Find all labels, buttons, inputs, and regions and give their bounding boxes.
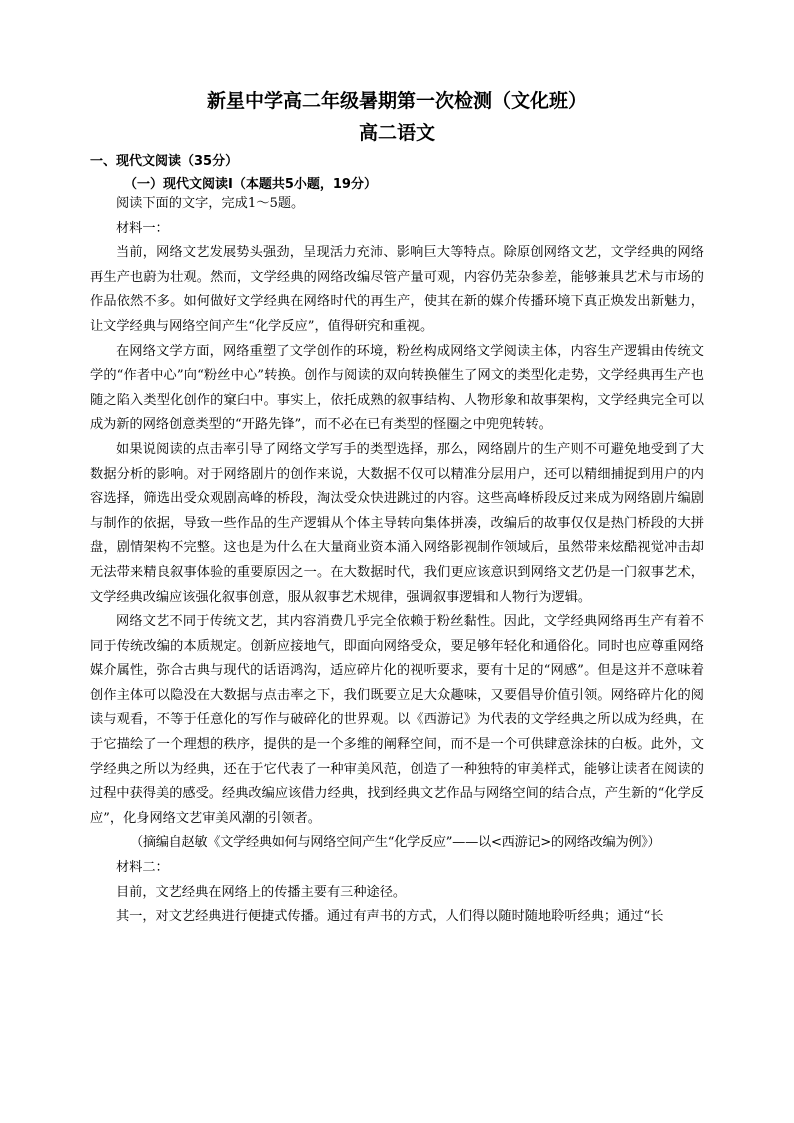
paragraph: 如果说阅读的点击率引导了网络文学写手的类型选择，那么，网络剧片的生产则不可避免地受到了大数据分析的影响。对于网络剧片的创作来说，大数据不仅可以精准分层用户，还可以精细捕捉到用户的内容选择，筛选出受众观剧高峰的桥段，淘汰受众快进跳过的内容。这些高峰桥段反过来成为网络剧片编剧与制作的依据，导致一些作品的生产逻辑从个体主导转向集体拼凑，改编后的故事仅仅是热门桥段的大拼盘，剧情架构不完整。这也是为什么在大量商业资本涌入网络影视制作领域后，虽然带来炫酷视觉冲击却无法带来精良叙事体验的重要原因之一。在大数据时代，我们更应该意识到网络文艺仍是一门叙事艺术，文学经典改编应该强化叙事创意，服从叙事艺术规律，强调叙事逻辑和人物行为逻辑。 [90,441,704,605]
paragraph: 目前，文艺经典在网络上的传播主要有三种途径。 [116,884,407,900]
section-heading: 一、现代文阅读（35分） [90,154,239,169]
paragraph-instruction: 阅读下面的文字，完成1～5题。 [116,196,305,211]
paragraph: 当前，网络文艺发展势头强劲，呈现活力充沛、影响巨大等特点。除原创网络文艺，文学经典的网络再生产也蔚为壮观。然而，文学经典的网络改编尽管产量可观，内容仍芜杂参差，能够兼具艺术与市场的作品依然不多。如何做好文学经典在网络时代的再生产，使其在新的媒介传播环境下真正焕发出新魅力，让文学经典与网络空间产生“化学反应”，值得研究和重视。 [90,245,704,334]
subsection-heading: （一）现代文阅读Ⅰ（本题共5小题，19分） [124,177,377,192]
document-body [90,192,704,930]
paragraph: 其一，对文艺经典进行便捷式传播。通过有声书的方式，人们得以随时随地聆听经典；通过“长 [116,909,664,925]
paragraph-material-label: 材料一： [116,220,169,236]
paragraph: 在网络文学方面，网络重塑了文学创作的环境，粉丝构成网络文学阅读主体，内容生产逻辑由传统文学的“作者中心”向“粉丝中心”转换。创作与阅读的双向转换催生了网文的类型化走势，文学经典再生产也随之陷入类型化创作的窠臼中。事实上，依托成熟的叙事结构、人物形象和故事架构，文学经典完全可以成为新的网络创意类型的“开路先锋”，而不必在已有类型的怪圈之中兜兜转转。 [90,343,704,433]
document-subtitle: 高二语文 [358,122,435,144]
document-title: 新星中学高二年级暑期第一次检测（文化班） [206,90,587,112]
paragraph-material-label: 材料二： [116,860,169,876]
source-citation: （摘编自赵敏《文学经典如何与网络空间产生“化学反应”——以<西游记>的网络改编为例》） [130,835,661,851]
paragraph: 网络文艺不同于传统文艺，其内容消费几乎完全依赖于粉丝黏性。因此，文学经典网络再生产有着不同于传统改编的本质规定。创新应接地气，即面向网络受众，要足够年轻化和通俗化。同时也应尊重网络媒介属性，弥合古典与现代的话语鸿沟，适应碎片化的视听要求，要有十足的“网感”。但是这并不意味着创作主体可以隐没在大数据与点击率之下，我们既要立足大众趣味，又要倡导价值引领。网络碎片化的阅读与观看，不等于任意化的写作与破碎化的世界观。以《西游记》为代表的文学经典之所以成为经典，在于它描绘了一个理想的秩序，提供的是一个多维的阐释空间，而不是一个可供肆意涂抹的白板。此外，文学经典之所以为经典，还在于它代表了一种审美风范，创造了一种独特的审美样式，能够让读者在阅读的过程中获得美的感受。经典改编应该借力经典，找到经典文艺作品与网络空间的结合点，产生新的“化学反应”，化身网络文艺审美风潮的引领者。 [90,614,704,826]
